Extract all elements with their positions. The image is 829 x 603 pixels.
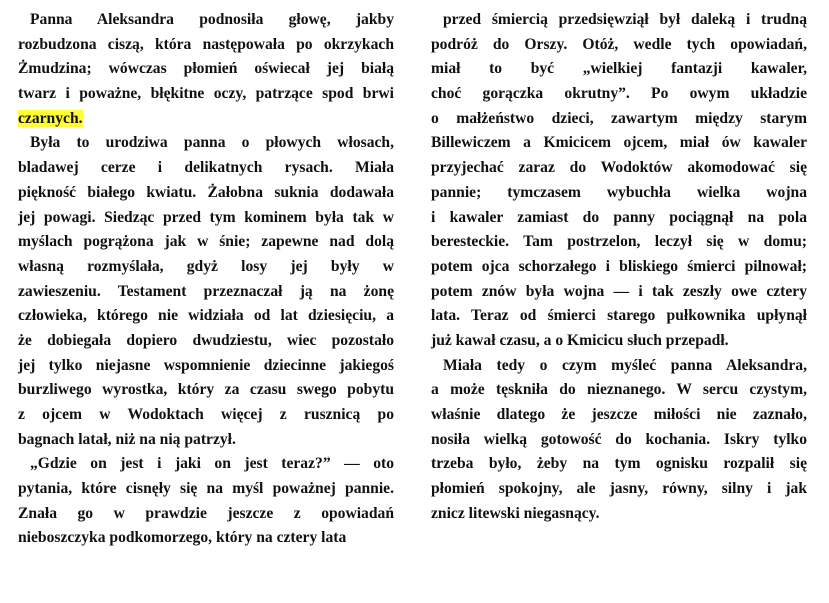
text-line: Billewiczem a Kmicicem ojcem, miał ów kawaler xyxy=(431,134,807,152)
text-line: człowieka, którego nie widziała od lat dziesięciu, a xyxy=(18,307,394,325)
text-line: beresteckie. Tam postrzelon, leczył się w domu; xyxy=(431,233,807,251)
text-line: własną rozmyślała, gdyż losy jej były w xyxy=(18,257,394,275)
text-line: bagnach latał, niż na nią patrzył. xyxy=(18,430,236,448)
text-line: trzeba było, żeby na tym ognisku rozpalił się xyxy=(431,455,807,473)
text-line: pytania, które cisnęły się na myśl poważnej pannie. xyxy=(18,480,394,498)
text-line xyxy=(18,107,394,132)
text-line: rozbudzona ciszą, która następowała po okrzykach xyxy=(18,35,394,53)
text-line: Znała go w prawdzie jeszcze z opowiadań xyxy=(18,504,394,522)
text-line: potem znów była wojna — i tak zeszły owe cztery xyxy=(431,282,807,300)
text-line: Panna Aleksandra podnosiła głowę, jakby xyxy=(30,11,394,28)
text-line: piękność białego kwiatu. Żałobna suknia dodawała xyxy=(18,183,394,201)
text-line: zawieszeniu. Testament przeznaczał ją na żonę xyxy=(18,282,394,300)
highlighted-text: czarnych. xyxy=(18,109,83,127)
left-column xyxy=(18,8,394,551)
text-line: „Gdzie on jest i jaki on jest teraz?” — oto xyxy=(30,455,394,473)
text-line: twarz i poważne, błękitne oczy, patrzące spod brwi xyxy=(18,85,394,103)
text-line: nieboszczyka podkomorzego, który na cztery lata xyxy=(18,529,347,547)
right-column xyxy=(431,8,807,526)
text-line: właśnie dlatego że jeszcze miłości nie zaznało, xyxy=(431,406,807,423)
text-line: podróż do Orszy. Otóż, wedle tych opowiadań, xyxy=(431,35,807,53)
text-line: o małżeństwo dzieci, zawartym między starym xyxy=(431,109,807,127)
text-line: potem ojca schorzałego i bliskiego śmierci pilnował; xyxy=(431,257,807,275)
text-line: jej tylko niejasne wspomnienie dziecinne jakiegoś xyxy=(18,356,394,374)
text-line: już kawał czasu, a o Kmicicu słuch przepadł. xyxy=(431,331,729,349)
text-line: z ojcem w Wodoktach więcej z rusznicą po xyxy=(18,406,394,423)
text-line: myślach pogrążona jak w śnie; zapewne nad dolą xyxy=(18,233,394,251)
text-line: bladawej cerze i delikatnych rysach. Miała xyxy=(18,159,394,177)
text-line: Miała tedy o czym myśleć panna Aleksandra, xyxy=(443,356,807,374)
text-line: miał to być „wielkiej fantazji kawaler, xyxy=(431,60,807,78)
text-line: przed śmiercią przedsięwziął był daleką i trudną xyxy=(443,11,807,28)
text-line: jej powagi. Siedząc przed tym kominem była tak w xyxy=(18,208,394,226)
text-line: płomień spokojny, ale jasny, równy, silny i jak xyxy=(431,480,807,498)
text-line: choć gorączka okrutny”. Po owym układzie xyxy=(431,85,807,103)
text-line: nosiła wielką gotowość do kochania. Iskry tylko xyxy=(431,430,807,448)
text-line: lata. Teraz od śmierci starego pułkownika upłynął xyxy=(431,307,807,325)
text-line: znicz litewski niegasnący. xyxy=(431,504,600,522)
text-line: a może tęskniła do nieznanego. W sercu czystym, xyxy=(431,381,807,399)
text-line: pannie; tymczasem wybuchła wielka wojna xyxy=(431,183,807,201)
text-line: Była to urodziwa panna o płowych włosach, xyxy=(30,134,394,152)
text-line: przyjechać zaraz do Wodoktów akomodować się xyxy=(431,159,807,177)
text-line: Żmudzina; wówczas płomień oświecał jej białą xyxy=(18,60,394,78)
text-line: że dobiegała dopiero dwudziestu, wiec pozostało xyxy=(18,331,394,349)
text-line: i kawaler zamiast do panny pociągnął na pola xyxy=(431,208,807,226)
text-line: burzliwego wyrostka, który za czasu swego pobytu xyxy=(18,381,394,399)
